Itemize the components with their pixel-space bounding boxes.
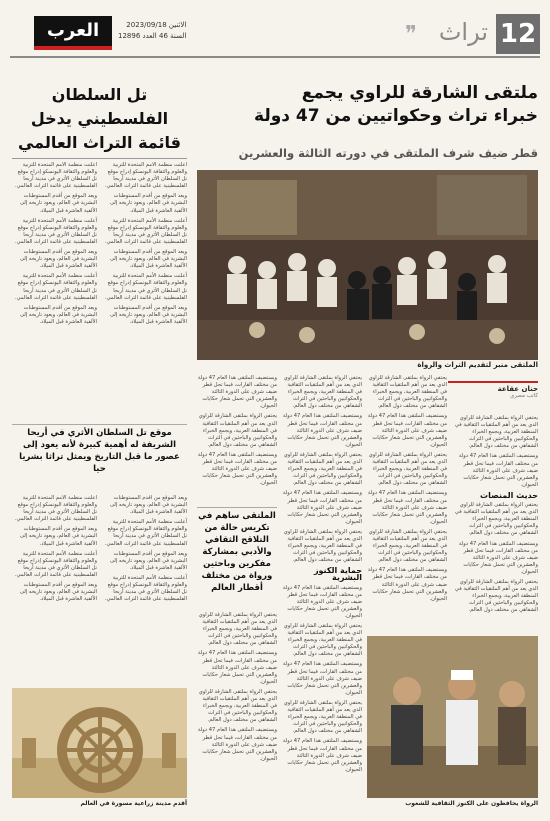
subheading-platforms: حديث المنصات [480,490,538,500]
side-body-paragraph: ويعد الموقع من أقدم المستوطنات البشرية في العالم، ويعود تاريخه إلى الألفية العاشرة قبل الميلاد. [109,193,187,214]
main-body-paragraph: يحتفي الرواة بملتقى الشارقة للراوي الذي يعد من أهم الملتقيات الثقافية في المنطقة العربية، ويجمع الخبراء والحكواتيين والباحثين في التراث الشفاهي من مختلف دول العالم. [368,451,447,487]
side-body-paragraph: أعلنت منظمة الأمم المتحدة للتربية والعلوم والثقافة اليونسكو إدراج موقع تل السلطان الأثري في مدينة أريحا الفلسطينية على قائمة التراث العالمي. [104,217,187,245]
main-article-column-5 [197,612,277,797]
side-body-paragraph: أعلنت منظمة الأمم المتحدة للتربية والعلوم والثقافة اليونسكو إدراج موقع تل السلطان الأثري في مدينة أريحا الفلسطينية على قائمة التراث العالمي. [14,217,97,245]
side-body-paragraph: أعلنت منظمة الأمم المتحدة للتربية والعلوم والثقافة اليونسكو إدراج موقع تل السلطان الأثري في مدينة أريحا الفلسطينية على قائمة التراث العالمي. [104,273,187,301]
byline [448,381,538,399]
side-pull-quote-box [12,427,187,475]
main-body-paragraph: يحتفي الرواة بملتقى الشارقة للراوي الذي يعد من أهم الملتقيات الثقافية في المنطقة العربية، ويجمع الخبراء والحكواتيين والباحثين في التراث الشفاهي من مختلف دول العالم. [368,375,447,410]
main-photo [197,170,538,360]
main-body-paragraph: ويستضيف الملتقى هذا العام 47 دولة من مختلف القارات، فيما تحل قطر ضيف شرف على الدورة الثالثة والعشرين التي تحمل شعار حكايات الحيوان. [282,413,362,448]
page-number: 12 [496,14,540,54]
main-body-paragraph: ويستضيف الملتقى هذا العام 47 دولة من مختلف القارات، فيما تحل قطر ضيف شرف على الدورة الثالثة والعشرين التي تحمل شعار حكايات الحيوان. [197,650,277,685]
side-headline: تل السلطان الفلسطيني يدخل قائمة التراث العالمي [17,85,182,152]
main-body-paragraph: ويستضيف الملتقى هذا العام 47 دولة من مختلف القارات، فيما تحل قطر ضيف شرف على الدورة الثالثة والعشرين التي تحمل شعار حكايات الحيوان. [367,413,447,448]
side-article-column-4 [12,495,97,683]
subheading-human-treasures: حماية الكنوز البشرية [313,566,362,583]
main-body-paragraph: ويستضيف الملتقى هذا العام 47 دولة من مختلف القارات، فيما تحل قطر ضيف شرف على الدورة الثالثة والعشرين التي تحمل شعار حكايات الحيوان. [197,727,277,762]
side-body-paragraph: ويعد الموقع من أقدم المستوطنات البشرية في العالم، ويعود تاريخه إلى الألفية العاشرة قبل الميلاد. [19,526,97,547]
side-body-paragraph: أعلنت منظمة الأمم المتحدة للتربية والعلوم والثقافة اليونسكو إدراج موقع تل السلطان الأثري في مدينة أريحا الفلسطينية على قائمة التراث العالمي. [104,574,187,603]
side-body-paragraph: أعلنت منظمة الأمم المتحدة للتربية والعلوم والثقافة اليونسكو إدراج موقع تل السلطان الأثري في مدينة أريحا الفلسطينية على قائمة التراث العالمي. [104,162,187,190]
side-body-paragraph: أعلنت منظمة الأمم المتحدة للتربية والعلوم والثقافة اليونسكو إدراج موقع تل السلطان الأثري في مدينة أريحا الفلسطينية على قائمة التراث العالمي. [14,273,97,301]
main-body-paragraph: يحتفي الرواة بملتقى الشارقة للراوي الذي يعد من أهم الملتقيات الثقافية في المنطقة العربية، ويجمع الخبراء والحكواتيين والباحثين في التراث الشفاهي من مختلف دول العالم. [454,502,538,537]
main-body-paragraph: يحتفي الرواة بملتقى الشارقة للراوي الذي يعد من أهم الملتقيات الثقافية في المنطقة العربية، ويجمع الخبراء والحكواتيين والباحثين في التراث الشفاهي من مختلف دول العالم. [198,413,277,448]
section-title: تراث [438,18,488,46]
headline-line-2: خبراء تراث وحكواتيين من 47 دولة [254,106,538,126]
main-body-paragraph: يحتفي الرواة بملتقى الشارقة للراوي الذي يعد من أهم الملتقيات الثقافية في المنطقة العربية، ويجمع الخبراء والحكواتيين والباحثين في التراث الشفاهي من مختلف دول العالم. [283,451,362,487]
side-body-paragraph: أعلنت منظمة الأمم المتحدة للتربية والعلوم والثقافة اليونسكو إدراج موقع تل السلطان الأثري في مدينة أريحا الفلسطينية على قائمة التراث العالمي. [14,162,97,190]
main-body-paragraph: يحتفي الرواة بملتقى الشارقة للراوي الذي يعد من أهم الملتقيات الثقافية في المنطقة العربية، ويجمع الخبراء والحكواتيين والباحثين في التراث الشفاهي من مختلف دول العالم. [454,578,538,614]
divider [197,507,277,508]
storyteller-photo-caption: الرواة يحافظون على الكنوز الثقافية للشعوب [405,800,538,807]
side-body-paragraph: ويعد الموقع من أقدم المستوطنات البشرية في العالم، ويعود تاريخه إلى الألفية العاشرة قبل الميلاد. [19,249,97,270]
main-body-paragraph: يحتفي الرواة بملتقى الشارقة للراوي الذي يعد من أهم الملتقيات الثقافية في المنطقة العربية، ويجمع الخبراء والحكواتيين والباحثين في التراث الشفاهي من مختلف دول العالم. [283,375,362,410]
storytellers-illustration [367,636,538,798]
date-info [118,20,186,42]
side-body-paragraph: ويعد الموقع من أقدم المستوطنات البشرية في العالم، ويعود تاريخه إلى الألفية العاشرة قبل الميلاد. [109,249,187,270]
issue-line: السنة 46 العدد 12896 [118,32,187,40]
pull-quote-box [197,510,277,594]
main-body-paragraph: يحتفي الرواة بملتقى الشارقة للراوي الذي يعد من أهم الملتقيات الثقافية في المنطقة العربية، ويجمع الخبراء والحكواتيين والباحثين في التراث الشفاهي من مختلف دول العالم. [283,623,362,658]
byline-name: حنان عقاعة [497,385,538,393]
main-body-paragraph: ويستضيف الملتقى هذا العام 47 دولة من مختلف القارات، فيما تحل قطر ضيف شرف على الدورة الثالثة والعشرين التي تحمل شعار حكايات الحيوان. [197,375,277,410]
ruins-photo-caption: أقدم مدينة زراعية مسورة في العالم [80,800,187,807]
main-article-column-2 [367,375,447,630]
main-body-paragraph: ويستضيف الملتقى هذا العام 47 دولة من مختلف القارات، فيما تحل قطر ضيف شرف على الدورة الثالثة والعشرين التي تحمل شعار حكايات الحيوان. [197,451,277,487]
side-body-paragraph: ويعد الموقع من أقدم المستوطنات البشرية في العالم، ويعود تاريخه إلى الألفية العاشرة قبل الميلاد. [19,582,97,603]
main-body-paragraph: ويستضيف الملتقى هذا العام 47 دولة من مختلف القارات، فيما تحل قطر ضيف شرف على الدورة الثالثة والعشرين التي تحمل شعار حكايات الحيوان. [282,738,362,773]
newspaper-logo: العرب [34,16,112,46]
date-line: الاثنين 2023/09/18 [126,21,187,29]
quote-mark-icon: ❞ [405,22,417,47]
side-body-paragraph: ويعد الموقع من أقدم المستوطنات البشرية في العالم، ويعود تاريخه إلى الألفية العاشرة قبل الميلاد. [19,304,97,325]
side-body-paragraph: أعلنت منظمة الأمم المتحدة للتربية والعلوم والثقافة اليونسكو إدراج موقع تل السلطان الأثري في مدينة أريحا الفلسطينية على قائمة التراث العالمي. [104,519,187,547]
main-subhead: قطر ضيف شرف الملتقى في دورته الثالثة والعشرين [238,146,538,160]
main-body-paragraph: ويستضيف الملتقى هذا العام 47 دولة من مختلف القارات، فيما تحل قطر ضيف شرف على الدورة الثالثة والعشرين التي تحمل شعار حكايات الحيوان. [282,490,362,525]
main-article-column-1 [452,415,538,630]
main-body-paragraph: ويستضيف الملتقى هذا العام 47 دولة من مختلف القارات، فيما تحل قطر ضيف شرف على الدورة الثالثة والعشرين التي تحمل شعار حكايات الحيوان. [367,490,447,525]
main-headline [208,82,538,128]
main-body-paragraph: يحتفي الرواة بملتقى الشارقة للراوي الذي يعد من أهم الملتقيات الثقافية في المنطقة العربية، ويجمع الخبراء والحكواتيين والباحثين في التراث الشفاهي من مختلف دول العالم. [283,528,362,564]
side-pull-quote-text: موقع تل السلطان الأثري في أريحا الشريفة له أهمية كبيرة لأنه يعود إلى عصور ما قبل التاريخ ويمثل تراثا بشريا حيا [19,428,180,474]
side-body-paragraph: أعلنت منظمة الأمم المتحدة للتربية والعلوم والثقافة اليونسكو إدراج موقع تل السلطان الأثري في مدينة أريحا الفلسطينية على قائمة التراث العالمي. [14,550,97,578]
main-photo-caption: الملتقى منبر لتقديم التراث والرواة [417,361,538,369]
main-body-paragraph: ويستضيف الملتقى هذا العام 47 دولة من مختلف القارات، فيما تحل قطر ضيف شرف على الدورة الثالثة والعشرين التي تحمل شعار حكايات الحيوان. [367,567,447,602]
page-header [10,8,540,58]
storyteller-photo [367,636,538,798]
divider [12,424,187,425]
side-article-column-3 [102,495,187,683]
byline-location: كاتب مصري [509,393,538,399]
side-body-paragraph: ويعد الموقع من أقدم المستوطنات البشرية في العالم، ويعود تاريخه إلى الألفية العاشرة قبل الميلاد. [109,550,187,571]
side-article-column-1 [102,162,187,424]
main-body-paragraph: ويستضيف الملتقى هذا العام 47 دولة من مختلف القارات، فيما تحل قطر ضيف شرف على الدورة الثالثة والعشرين التي تحمل شعار حكايات الحيوان. [282,584,362,619]
main-article-column-4 [197,375,277,505]
divider [12,158,187,159]
ruins-illustration [12,688,187,798]
logo-accent-bar [34,46,112,50]
headline-line-1: ملتقى الشارقة للراوي يجمع [301,83,538,103]
main-body-paragraph: يحتفي الرواة بملتقى الشارقة للراوي الذي يعد من أهم الملتقيات الثقافية في المنطقة العربية، ويجمع الخبراء والحكواتيين والباحثين في التراث الشفاهي من مختلف دول العالم. [283,699,362,735]
side-body-paragraph: ويعد الموقع من أقدم المستوطنات البشرية في العالم، ويعود تاريخه إلى الألفية العاشرة قبل الميلاد. [109,304,187,325]
storytelling-session-illustration [197,170,538,360]
side-body-paragraph: أعلنت منظمة الأمم المتحدة للتربية والعلوم والثقافة اليونسكو إدراج موقع تل السلطان الأثري في مدينة أريحا الفلسطينية على قائمة التراث العالمي. [14,495,97,523]
side-body-paragraph: ويعد الموقع من أقدم المستوطنات البشرية في العالم، ويعود تاريخه إلى الألفية العاشرة قبل الميلاد. [19,193,97,214]
main-body-paragraph: ويستضيف الملتقى هذا العام 47 دولة من مختلف القارات، فيما تحل قطر ضيف شرف على الدورة الثالثة والعشرين التي تحمل شعار حكايات الحيوان. [458,453,538,488]
main-body-paragraph: يحتفي الرواة بملتقى الشارقة للراوي الذي يعد من أهم الملتقيات الثقافية في المنطقة العربية، ويجمع الخبراء والحكواتيين والباحثين في التراث الشفاهي من مختلف دول العالم. [198,612,277,647]
pull-quote-text: الملتقى ساهم في تكريس حالة من التلاقح الثقافي والأدبي بمشاركة مفكرين وباحثين ورواة من مختلف أقطار العالم [198,511,276,593]
side-article-column-2 [12,162,97,424]
main-body-paragraph: ويستضيف الملتقى هذا العام 47 دولة من مختلف القارات، فيما تحل قطر ضيف شرف على الدورة الثالثة والعشرين التي تحمل شعار حكايات الحيوان. [282,661,362,696]
side-body-paragraph: ويعد الموقع من أقدم المستوطنات البشرية في العالم، ويعود تاريخه إلى الألفية العاشرة قبل الميلاد. [109,495,187,516]
main-article-column-3 [282,375,362,795]
ancient-ruins-photo [12,688,187,798]
main-body-paragraph: يحتفي الرواة بملتقى الشارقة للراوي الذي يعد من أهم الملتقيات الثقافية في المنطقة العربية، ويجمع الخبراء والحكواتيين والباحثين في التراث الشفاهي من مختلف دول العالم. [454,415,538,450]
main-body-paragraph: يحتفي الرواة بملتقى الشارقة للراوي الذي يعد من أهم الملتقيات الثقافية في المنطقة العربية، ويجمع الخبراء والحكواتيين والباحثين في التراث الشفاهي من مختلف دول العالم. [198,688,277,724]
main-body-paragraph: ويستضيف الملتقى هذا العام 47 دولة من مختلف القارات، فيما تحل قطر ضيف شرف على الدورة الثالثة والعشرين التي تحمل شعار حكايات الحيوان. [458,540,538,575]
main-body-paragraph: يحتفي الرواة بملتقى الشارقة للراوي الذي يعد من أهم الملتقيات الثقافية في المنطقة العربية، ويجمع الخبراء والحكواتيين والباحثين في التراث الشفاهي من مختلف دول العالم. [368,528,447,564]
